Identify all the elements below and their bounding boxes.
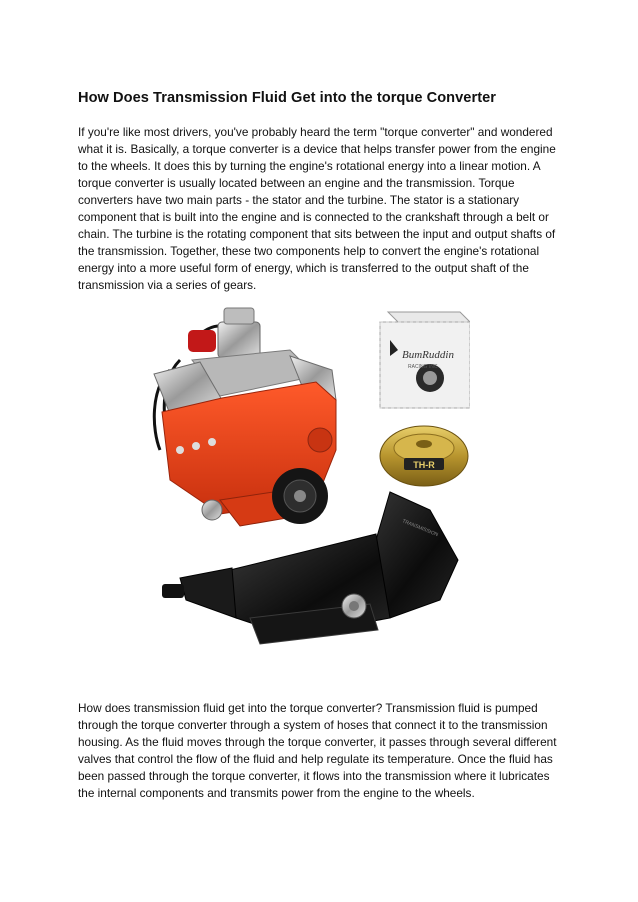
fluid-paragraph: How does transmission fluid get into the torque converter? Transmission fluid is pumped through the torque converter through a system of hoses that connect it to the transmission housing. As the fluid moves through the torque converter, it passes through several different valves that control the flow of the fluid and help regulate its temperature. Once the fluid has been passed through the torque converter, it flows into the transmission where it lubricates the internal components and transmits power from the engine to the wheels. bbox=[78, 701, 557, 800]
product-image-collage bbox=[140, 300, 470, 652]
torque-converter-image bbox=[380, 426, 468, 486]
box-logo-text: BumRuddin bbox=[402, 349, 454, 361]
collage-svg bbox=[140, 300, 470, 652]
page-title: How Does Transmission Fluid Get into the torque Converter bbox=[78, 90, 497, 106]
converter-label: TH-R bbox=[413, 460, 435, 470]
intro-paragraph: If you're like most drivers, you've probably heard the term "torque converter" and wondered what it is. Basically, a torque converter is a device that helps transfer power from the engine to the wheels. It does this by turning the engine's rotational energy into a linear motion. A torque converter is usually located between an engine and the transmission. Torque converters have two main parts - the stator and the turbine. The stator is a stationary component that is built into the engine and is connected to the crankshaft through a belt or chain. The turbine is the rotating component that sits between the input and output shafts of the transmission. Together, these two components help to convert the engine's rotational energy into a more useful form of energy, which is transferred to the output shaft of the transmission via a series of gears. bbox=[78, 125, 556, 292]
box-subtext: RACING INC bbox=[408, 364, 438, 370]
torque-converter-box-image bbox=[380, 312, 470, 408]
transmission-label: TRANSMISSION bbox=[401, 518, 439, 539]
crate-engine-image bbox=[154, 308, 336, 526]
